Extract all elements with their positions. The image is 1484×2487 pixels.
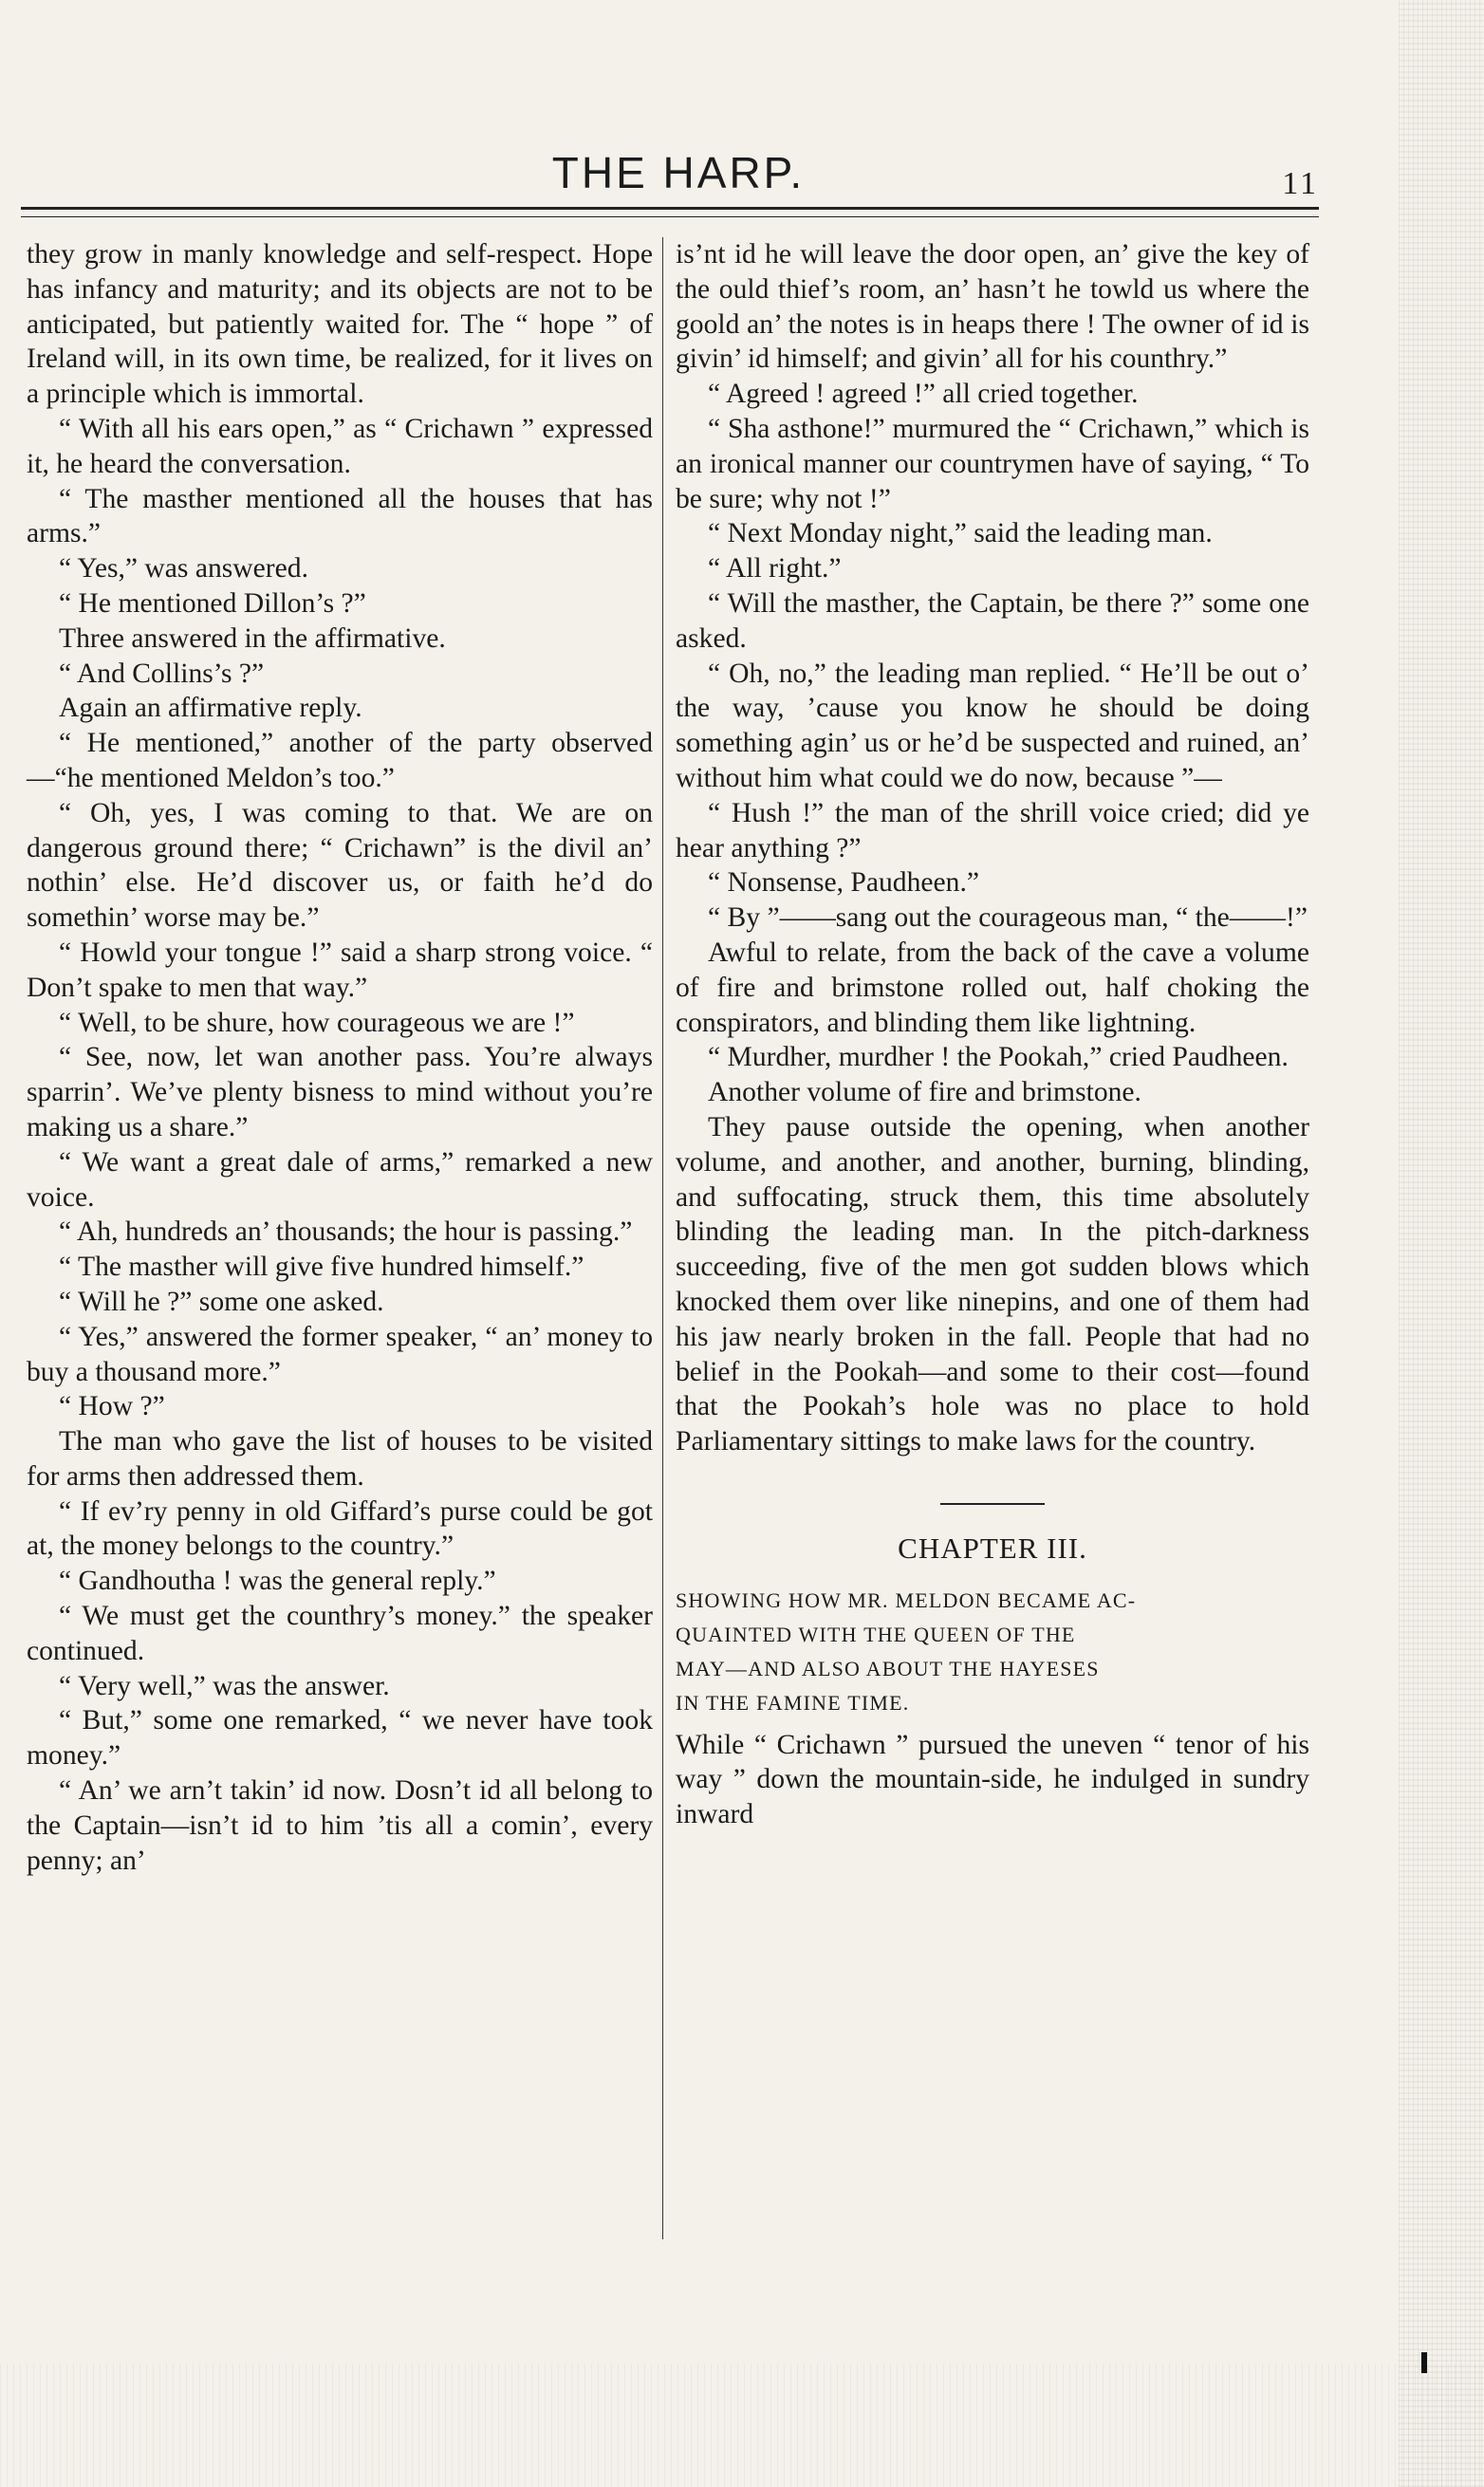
paragraph: is’nt id he will leave the door open, an’ give the key of the ould thief’s room, an’ hasn’t he towld us where the goold an’ the notes is in heaps there ! The owner of id is givin’ id himself; and givin’ all for his counthry.” xyxy=(676,239,1309,375)
chapter-body xyxy=(676,1728,1309,1832)
chapter-summary-line: IN THE FAMINE TIME. xyxy=(676,1690,910,1715)
paragraph: “ Gandhoutha ! was the general reply.” xyxy=(59,1566,496,1597)
paragraph: “ Yes,” was answered. xyxy=(59,553,308,585)
paragraph: Three answered in the affirmative. xyxy=(59,622,446,654)
chapter-separator-rule xyxy=(940,1503,1045,1505)
ink-speck xyxy=(1421,2352,1427,2373)
paragraph: Again an affirmative reply. xyxy=(59,693,362,724)
page-title: THE HARP. xyxy=(551,148,806,197)
paragraph: “ He mentioned Dillon’s ?” xyxy=(59,587,366,619)
right-column xyxy=(676,237,1309,1832)
paragraph: Awful to relate, from the back of the cave a volume of fire and brimstone rolled out, half choking the conspirators, and blinding them like lightning. xyxy=(676,937,1309,1038)
paragraph: “ Very well,” was the answer. xyxy=(59,1670,390,1701)
header-rule-thick xyxy=(21,207,1319,210)
chapter-summary-line: SHOWING HOW MR. MELDON BECAME AC- xyxy=(676,1587,1137,1612)
paragraph: “ See, now, let wan another pass. You’re always sparrin’. We’ve plenty bisness to mind without you’re making us a share.” xyxy=(27,1042,653,1142)
paragraph: “ If ev’ry penny in old Giffard’s purse could be got at, the money belongs to the country.” xyxy=(27,1495,653,1562)
chapter-title: CHAPTER III. xyxy=(898,1531,1087,1565)
paragraph: “ Will he ?” some one asked. xyxy=(59,1286,384,1317)
paragraph: “ An’ we arn’t takin’ id now. Dosn’t id all belong to the Captain—isn’t id to him ’tis all a comin’, every penny; an’ xyxy=(27,1775,653,1876)
paragraph: “ We want a great dale of arms,” remarked a new voice. xyxy=(27,1146,653,1213)
paragraph: “ How ?” xyxy=(59,1391,165,1422)
paragraph: “ But,” some one remarked, “ we never have took money.” xyxy=(27,1705,653,1772)
paragraph: “ Yes,” answered the former speaker, “ an’ money to buy a thousand more.” xyxy=(27,1321,653,1387)
column-divider xyxy=(662,237,663,2239)
paragraph: “ Sha asthone!” murmured the “ Crichawn,” which is an ironical manner our countrymen have of saying, “ To be sure; why not !” xyxy=(676,413,1309,514)
paragraph: “ Nonsense, Paudheen.” xyxy=(708,867,979,899)
paragraph: They pause outside the opening, when another volume, and another, and another, burning, blinding, and suffocating, struck them, this time absolutely blinding the leading man. In the pitch-darkness succeeding, five of the men got sudden blows which knocked them over like ninepins, and one of them had his jaw nearly broken in the fall. People that had no belief in the Pookah—and some to their cost—found that the Pookah’s hole was no place to hold Parliamentary sittings to make laws for the country. xyxy=(676,1111,1309,1457)
paragraph: “ All right.” xyxy=(708,553,842,585)
chapter-summary-line: QUAINTED WITH THE QUEEN OF THE xyxy=(676,1622,1076,1646)
paragraph: “ Hush !” the man of the shrill voice cried; did ye hear anything ?” xyxy=(676,797,1309,863)
paragraph: “ Next Monday night,” said the leading man. xyxy=(708,518,1213,549)
paragraph: “ Murdher, murdher ! the Pookah,” cried Paudheen. xyxy=(708,1042,1289,1073)
paragraph: “ The masther mentioned all the houses that has arms.” xyxy=(27,483,653,549)
paragraph: “ Howld your tongue !” said a sharp strong voice. “ Don’t spake to men that way.” xyxy=(27,937,653,1003)
paragraph: “ With all his ears open,” as “ Crichawn ” expressed it, he heard the conversation. xyxy=(27,413,653,479)
paragraph: “ By ”——sang out the courageous man, “ the——!” xyxy=(708,902,1308,934)
chapter-summary xyxy=(676,1584,1309,1720)
paragraph: Another volume of fire and brimstone. xyxy=(708,1077,1141,1108)
paragraph: “ Well, to be shure, how courageous we are !” xyxy=(59,1007,575,1038)
paragraph: The man who gave the list of houses to be visited for arms then addressed them. xyxy=(27,1426,653,1492)
left-column xyxy=(27,237,653,1878)
paragraph: “ Agreed ! agreed !” all cried together. xyxy=(708,379,1139,410)
header-rule-thin xyxy=(21,216,1319,217)
paragraph: “ We must get the counthry’s money.” the speaker continued. xyxy=(27,1601,653,1666)
paragraph: While “ Crichawn ” pursued the uneven “ tenor of his way ” down the mountain-side, he indulged in sundry inward xyxy=(676,1729,1309,1830)
page-bottom-texture xyxy=(0,2364,1484,2487)
page-header xyxy=(38,147,1319,204)
paragraph: they grow in manly knowledge and self-respect. Hope has infancy and maturity; and its objects are not to be anticipated, but patiently waited for. The “ hope ” of Ireland will, in its own time, be realized, for it lives on a principle which is immortal. xyxy=(27,239,653,410)
paragraph: “ The masther will give five hundred himself.” xyxy=(59,1252,584,1283)
paragraph: “ Oh, no,” the leading man replied. “ He’ll be out o’ the way, ’cause you know he should be doing something agin’ us or he’d be suspected and ruined, an’ without him what could we do now, because ”— xyxy=(676,658,1309,793)
page-number: 11 xyxy=(1282,166,1319,201)
page-edge-texture xyxy=(1399,0,1484,2487)
paragraph: “ Oh, yes, I was coming to that. We are on dangerous ground there; “ Crichawn” is the divil an’ nothin’ else. He’d discover us, or faith he’d do somethin’ worse may be.” xyxy=(27,797,653,934)
paragraph: “ He mentioned,” another of the party observed—“he mentioned Meldon’s too.” xyxy=(27,728,653,793)
paragraph: “ Ah, hundreds an’ thousands; the hour is passing.” xyxy=(59,1216,633,1248)
chapter-summary-line: MAY—AND ALSO ABOUT THE HAYESES xyxy=(676,1656,1100,1680)
paragraph: “ And Collins’s ?” xyxy=(59,658,265,689)
paragraph: “ Will the masther, the Captain, be there ?” some one asked. xyxy=(676,587,1309,654)
